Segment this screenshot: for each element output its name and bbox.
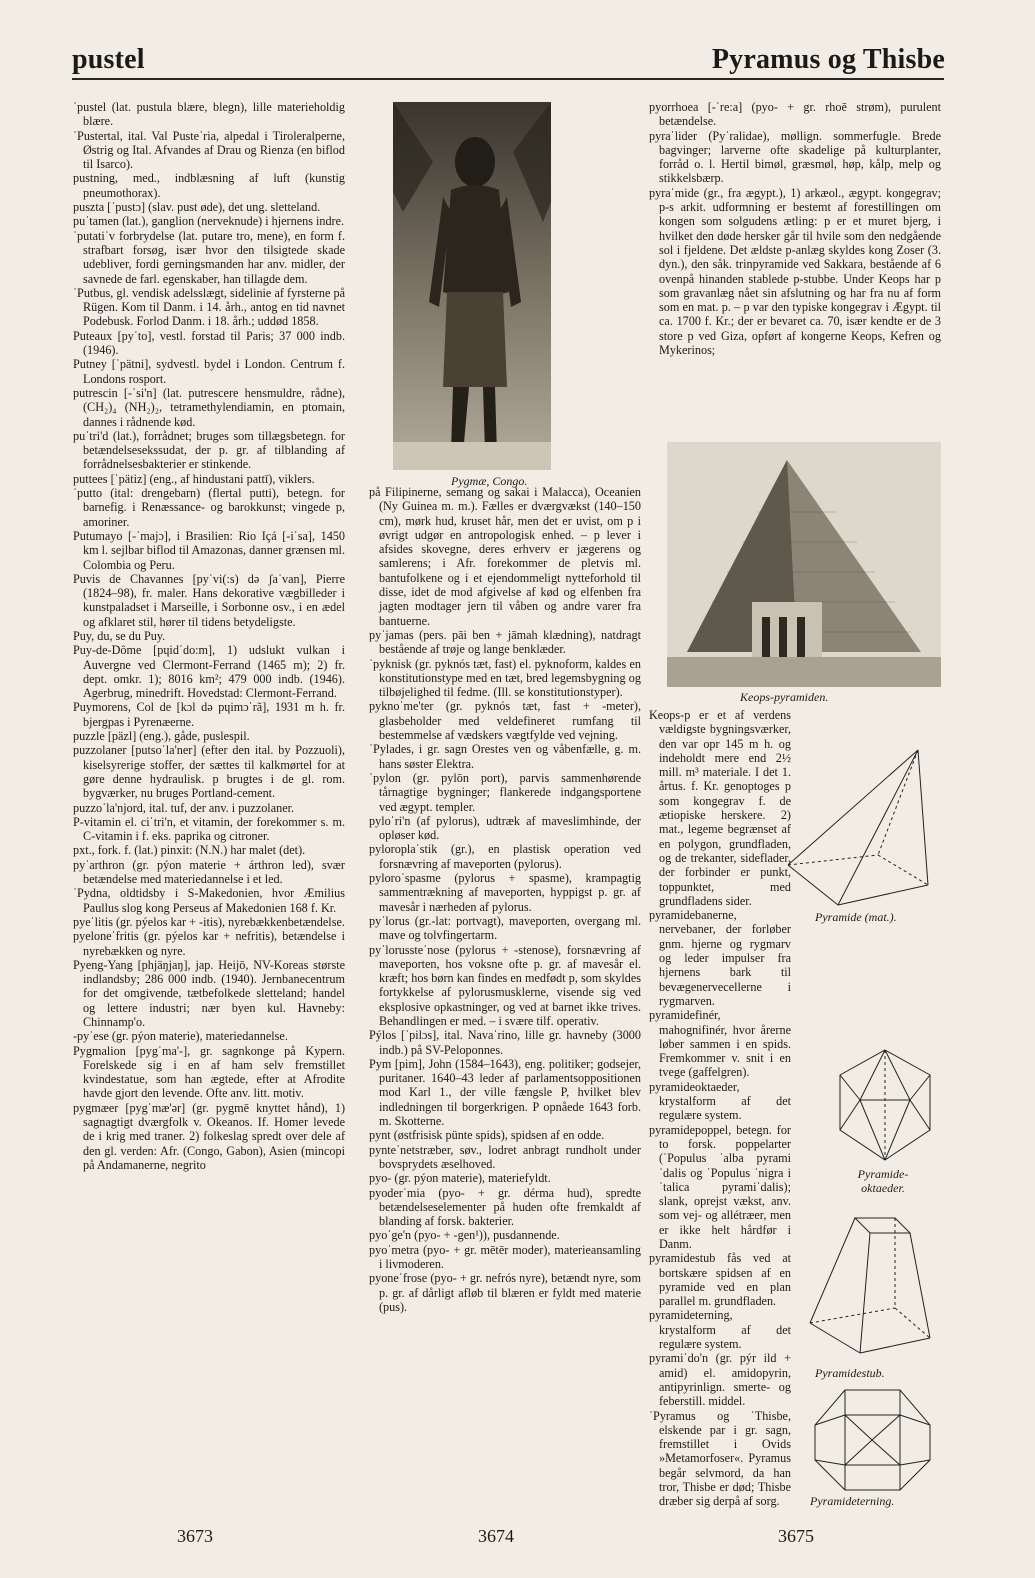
entry: pyˈarthron (gr. pýon materie + árthron led), svær betændelse med materiedannelse i et led. bbox=[73, 857, 345, 887]
oktaeder-caption: Pyramide-oktaeder. bbox=[857, 1167, 909, 1195]
page-number-1: 3673 bbox=[177, 1526, 213, 1546]
entry: pyknoˈme'ter (gr. pyknós tæt, fast + -meter), glasbeholder med veldefineret rumfang til bestemmelse af vædskers vægtfylde ved vejning. bbox=[369, 699, 641, 743]
entry: puˈtri'd (lat.), forrådnet; bruges som tillægsbetegn. for betændelsesekssudat, der p. gr. af tilblanding af forrådnelsesbakterier er stinkende. bbox=[73, 428, 345, 472]
terning-caption: Pyramideterning. bbox=[810, 1494, 895, 1508]
entry: pyloroˈspasme (pylorus + spasme), krampagtig sammentrækning af maveporten, hyppigst p. gr. af mavesår i nærheden af pylorus. bbox=[369, 871, 641, 914]
header-rule bbox=[72, 78, 944, 80]
entry: Putumayo [-ˈmajɔ], i Brasilien: Rio Içá [-iˈsa], 1450 km l. sejlbar biflod til Amazonas, danner grænsen ml. Colombia og Peru. bbox=[73, 528, 345, 572]
entry: ˈPylades, i gr. sagn Orestes ven og våbenfælle, g. m. hans søster Elektra. bbox=[369, 742, 641, 771]
entry: Pym [pim], John (1584–1643), eng. politiker; godsejer, puritaner. 1640–43 leder af parlamentsoppositionen mod Karl 1., der ville fængsle P, hvilket blev indledningen til borgerkrigen. P opnåede 1643 forb. m. Skotterne. bbox=[369, 1056, 641, 1129]
entry: Puy-de-Dôme [pɥidˈdo:m], 1) udslukt vulkan i Auvergne ved Clermont-Ferrand (1465 m); 2) fr. dept. omkr. 1); 8016 km²; 479 000 indb. (1946). Agerbrug, minedrift. Hovedstad: Clermont-Ferrand. bbox=[73, 643, 345, 701]
column-1 bbox=[73, 100, 345, 1172]
entry: puzzolaner [putsoˈla'ner] (efter den ital. by Pozzuoli), kiselsyrerige stoffer, der sættes til kalkmørtel for at gøre denne hydraulisk. p brugtes i de gl. rom. bygværker, nu bruges Portland-cement. bbox=[73, 743, 345, 801]
running-head-left: pustel bbox=[72, 44, 145, 75]
entry: Puymorens, Col de [kɔl də pɥimɔˈrã], 1931 m h. fr. bjergpas i Pyrenæerne. bbox=[73, 700, 345, 729]
entry: pyramideoktaeder, krystalform af det regulære system. bbox=[649, 1079, 791, 1123]
entry: pyraˈmide (gr., fra ægypt.), 1) arkæol., ægypt. kongegrav; p-s arkit. udformning er bestemt af forestillingen om kongen som solgudens ætling: p er et muret bjerg, i hvilket den døde hersker går til hvile som den nedgående sol i fjeldene. Det ældste p-anlæg skyldes kong Zoser (3. dyn.), den såk. trinpyramide ved Sakkara, bestående af 6 ovenpå hinanden stablede p-stubbe. Under Keops har p som gravanlæg nået sin afslutning og har fra nu af form som en mat. p. – p var den typiske kongegrav i Ægypt. til ca. 1700 f. Kr.; der er bevaret ca. 70, især kendte er de 3 store p ved Giza, opført af kongerne Keops, Kefren og Mykerinos; bbox=[649, 185, 941, 358]
entry: på Filipinerne, semang og sakai i Malacca), Oceanien (Ny Guinea m. m.). Fælles er dværgvækst (140–150 cm), mørk hud, kruset hår, men det er uvist, om p i øvrigt udgør en antropologisk enhed. – p lever i afsides skovegne, deres erhverv er jægerens og samlerens; i Afr. forekommer de pletvis ml. bantufolkene og i et ejendommeligt nytteforhold til disse, idet de mod afgivelse af kød og elfenben fra jagten modtager jern til våben og andre varer fra bantuerne. bbox=[369, 485, 641, 628]
pyramid-diagram bbox=[778, 745, 938, 925]
entry: ˈPyramus og ˈThisbe, elskende par i gr. sagn, fremstillet i Ovids »Metamorfoser«. Pyramus begår selvmord, da han tror, Thisbe er død; Thisbe dræber sig derpå af sorg. bbox=[649, 1408, 791, 1509]
entry: pyorrhoea [-ˈre:a] (pyo- + gr. rhoē strøm), purulent betændelse. bbox=[649, 100, 941, 129]
entry: pyramidefinér, mahognifinér, hvor årerne løber sammen i en spids. Fremkommer v. snit i en tvege (gaffelgren). bbox=[649, 1008, 791, 1080]
entry: pyˈlorussteˈnose (pylorus + -stenose), forsnævring af maveporten, hos voksne ofte p. gr. af mavesår el. kræft; hos børn kan findes en medfødt p, som skyldes fortykkelse af pylorusmusklerne, visende sig ved eksplosive opkastninger, og ved at barnet ikke trives. Behandlingen er med. – i svære tilf. operativ. bbox=[369, 942, 641, 1028]
running-head-right: Pyramus og Thisbe bbox=[711, 44, 945, 75]
keops-caption: Keops-pyramiden. bbox=[740, 690, 829, 704]
entry: Pýlos [ˈpilɔs], ital. Navaˈrino, lille gr. havneby (3000 indb.) på SV-Peloponnes. bbox=[369, 1028, 641, 1057]
entry: pyeˈlitis (gr. pýelos kar + -itis), nyrebækkenbetændelse. bbox=[73, 914, 345, 929]
entry: ˈPustertal, ital. Val Pusteˈria, alpedal i Tiroleralperne, Østrig og Ital. Afvandes af Drau og Rienza (en biflod til Isarco). bbox=[73, 128, 345, 172]
entry: pyo- (gr. pýon materie), materiefyldt. bbox=[369, 1171, 551, 1186]
entry: ˈPydna, oldtidsby i S-Makedonien, hvor Æmilius Paullus slog kong Perseus af Makedonien 168 f. Kr. bbox=[73, 886, 345, 915]
entry: pyloˈri'n (af pylorus), udtræk af maveslimhinde, der opløser kød. bbox=[369, 813, 641, 843]
entry: -pyˈese (gr. pýon materie), materiedannelse. bbox=[73, 1029, 288, 1044]
entry: Keops-p er et af verdens vældigste bygningsværker, den var opr 145 m h. og indeholdt mere end 2½ mill. m³ materiale. I det 1. årtus. f. Kr. genoptoges p som kongegrav f. de ætiopiske herskere. 2) mat., legeme begrænset af en polygon, grundfladen, og de trekanter, sideflader, der forbinder er punkt, toppunktet, med grundfladens sider. bbox=[649, 708, 791, 908]
entry: Pygmalion [pygˈma'-], gr. sagnkonge på Kypern. Forelskede sig i en af ham selv fremstillet kvindestatue, som han ægtede, efter at Afrodite havde gjort den levende. Ofte anv. litt. motiv. bbox=[73, 1043, 345, 1101]
page-number-2: 3674 bbox=[478, 1526, 514, 1546]
entry: pyraˈlider (Pyˈralidae), møllign. sommerfugle. Brede bagvinger; larverne ofte skadelige på kulturplanter, forråd o. l. Hertil bimøl, græsmøl, høp, kålp, melp og stikkelsbærp. bbox=[649, 128, 941, 186]
entry: putrescin [-ˈsi'n] (lat. putrescere hensmuldre, rådne), (CH₂)₄ (NH₂)₂, tetramethylendiamin, en ptomain, dannes i rådnende kød. bbox=[73, 385, 345, 429]
octahedron-diagram bbox=[830, 1045, 940, 1165]
entry: ˈputto (ital: drengebarn) (flertal putti), betegn. for barnefig. i Renæssance- og barokkunst; vingede p, amoriner. bbox=[73, 486, 345, 529]
entry: pyˈjamas (pers. pāi ben + jāmah klædning), natdragt bestående af trøje og lange benklæder. bbox=[369, 627, 641, 657]
entry: puttees [ˈpätiz] (eng., af hindustani pattī), viklers. bbox=[73, 471, 315, 486]
entry: pxt., fork. f. (lat.) pinxit: (N.N.) har malet (det). bbox=[73, 843, 306, 858]
entry: puszta [ˈpustɔ] (slav. pust øde), det ung. sletteland. bbox=[73, 200, 321, 215]
entry: puzzoˈla'njord, ital. tuf, der anv. i puzzolaner. bbox=[73, 800, 295, 815]
entry: pyoˈmetra (pyo- + gr. mētēr moder), materieansamling i livmoderen. bbox=[369, 1242, 641, 1272]
entry: ˈPutbus, gl. vendisk adelsslægt, sidelinie af fyrsterne på Rügen. Kom til Danm. i 14. årh., antog en tid navnet Podebusk. Forlod Danm. i 18. årh.; uddød 1858. bbox=[73, 285, 345, 329]
entry: pyramideterning, krystalform af det regulære system. bbox=[649, 1308, 791, 1352]
entry: Pyeng-Yang [phjäŋjaŋ], jap. Heijō, NV-Koreas største indlandsby; 286 000 indb. (1940). Jernbanecentrum for det omgivende, tætbefolkede sletteland; handel og lettere industri; nær byen kul. Havneby: Chinnamp'o. bbox=[73, 957, 345, 1029]
entry: pyloroplaˈstik (gr.), en plastisk operation ved forsnævring af maveporten (pylorus). bbox=[369, 842, 641, 871]
entry: pyˈlorus (gr.-lat: portvagt), maveporten, overgang ml. mave og tolvfingertarm. bbox=[369, 913, 641, 943]
entry: Puy, du, se du Puy. bbox=[73, 628, 166, 643]
keops-pyramid-photo bbox=[667, 442, 941, 687]
pygmy-photo bbox=[393, 102, 551, 470]
entry: pyramidepoppel, betegn. for to forsk. poppelarter (ˈPopulus ˈalba pyramiˈdalis og ˈPopulus ˈnigra iˈtalica pyramiˈdalis); slank, oprejst vækst, anv. som vej- og allétræer, men er ikke helt hårdfør i Danm. bbox=[649, 1122, 791, 1251]
column-3-top bbox=[649, 100, 941, 357]
tetrahexahedron-diagram bbox=[810, 1385, 935, 1495]
entry: P-vitamin el. ciˈtri'n, et vitamin, der forekommer s. m. C-vitamin i f. eks. paprika og citroner. bbox=[73, 814, 345, 844]
entry: Puvis de Chavannes [pyˈvi(:s) də ʃaˈvan], Pierre (1824–98), fr. maler. Hans dekorative vægbilleder i kunstpaladset i Marseille, i Sorbonne osv., i en ædel og afklaret stil, hører til tidens betydeligste. bbox=[73, 571, 345, 629]
frustum-diagram bbox=[800, 1213, 940, 1363]
stub-caption: Pyramidestub. bbox=[815, 1366, 885, 1380]
page-number-3: 3675 bbox=[778, 1526, 814, 1546]
pyramide-caption: Pyramide (mat.). bbox=[815, 910, 897, 924]
entry: pyramidebanerne, nervebaner, der forløber gnm. hjerne og rygmarv og leder impulser fra hjernens bark til bevægenervecellerne i rygmarven. bbox=[649, 908, 791, 1008]
entry: puzzle [päzl] (eng.), gåde, puslespil. bbox=[73, 729, 250, 744]
entry: ˈpyknisk (gr. pyknós tæt, fast) el. pyknoform, kaldes en konstitutionstype med en tæt, bred legemsbygning og tilbøjelighed til fedme. (Ill. se konstitutionstyper). bbox=[369, 656, 641, 700]
entry: pynteˈnetstræber, søv., lodret anbragt rundholt under bovsprydets æselhoved. bbox=[369, 1142, 641, 1171]
entry: ˈpustel (lat. pustula blære, blegn), lille materieholdig blære. bbox=[73, 100, 345, 129]
entry: pygmæer [pygˈmæ'ər] (gr. pygmē knyttet hånd), 1) sagnagtigt dværgfolk v. Okeanos. If. Homer levede de i krig med traner. 2) folkeslag spredt over dele af den gl. verden: Afr. (Congo, Gabon), Asien (mincopi på Andamanerne, negrito bbox=[73, 1100, 345, 1172]
entry: Putney [ˈpätni], sydvestl. bydel i London. Centrum f. Londons rosport. bbox=[73, 357, 345, 386]
entry: puˈtamen (lat.), ganglion (nerveknude) i hjernens indre. bbox=[73, 214, 345, 229]
pygmy-caption: Pygmæ, Congo. bbox=[451, 474, 528, 488]
entry: pustning, med., indblæsning af luft (kunstig pneumothorax). bbox=[73, 171, 345, 200]
entry: pyramiˈdo'n (gr. pýr ild + amid) el. amidopyrin, antipyrinlign. smerte- og feberstill. middel. bbox=[649, 1351, 791, 1409]
entry: pynt (østfrisisk pünte spids), spidsen af en odde. bbox=[369, 1128, 605, 1143]
entry: pyramidestub fås ved at bortskære spidsen af en pyramide ved en plan parallel m. grundfladen. bbox=[649, 1251, 791, 1309]
column-2 bbox=[369, 485, 641, 1314]
entry: pyoderˈmia (pyo- + gr. dérma hud), spredte betændelseselementer på huden ofte fremkaldt af blanding af forsk. bakterier. bbox=[369, 1185, 641, 1229]
entry: pyoneˈfrose (pyo- + gr. nefrós nyre), betændt nyre, som p. gr. af dårligt afløb til blæren er fyldt med materie (pus). bbox=[369, 1271, 641, 1314]
entry: Puteaux [pyˈto], vestl. forstad til Paris; 37 000 indb. (1946). bbox=[73, 328, 345, 358]
entry: ˈpylon (gr. pylōn port), parvis sammenhørende tårnagtige bygninger; flankerede indgangsportene ved ægypt. templer. bbox=[369, 770, 641, 814]
entry: pyeloneˈfritis (gr. pýelos kar + nefritis), betændelse i nyrebækken og nyre. bbox=[73, 929, 345, 958]
entry: pyoˈge'n (pyo- + -gen¹)), pusdannende. bbox=[369, 1228, 560, 1243]
entry: ˈputatiˈv forbrydelse (lat. putare tro, mene), en form f. strafbart forsøg, især hvor den tilsigtede skade udebliver, fordi gerningsmanden har anv. midler, der savnede de farl. egenskaber, han tillagde dem. bbox=[73, 228, 345, 286]
